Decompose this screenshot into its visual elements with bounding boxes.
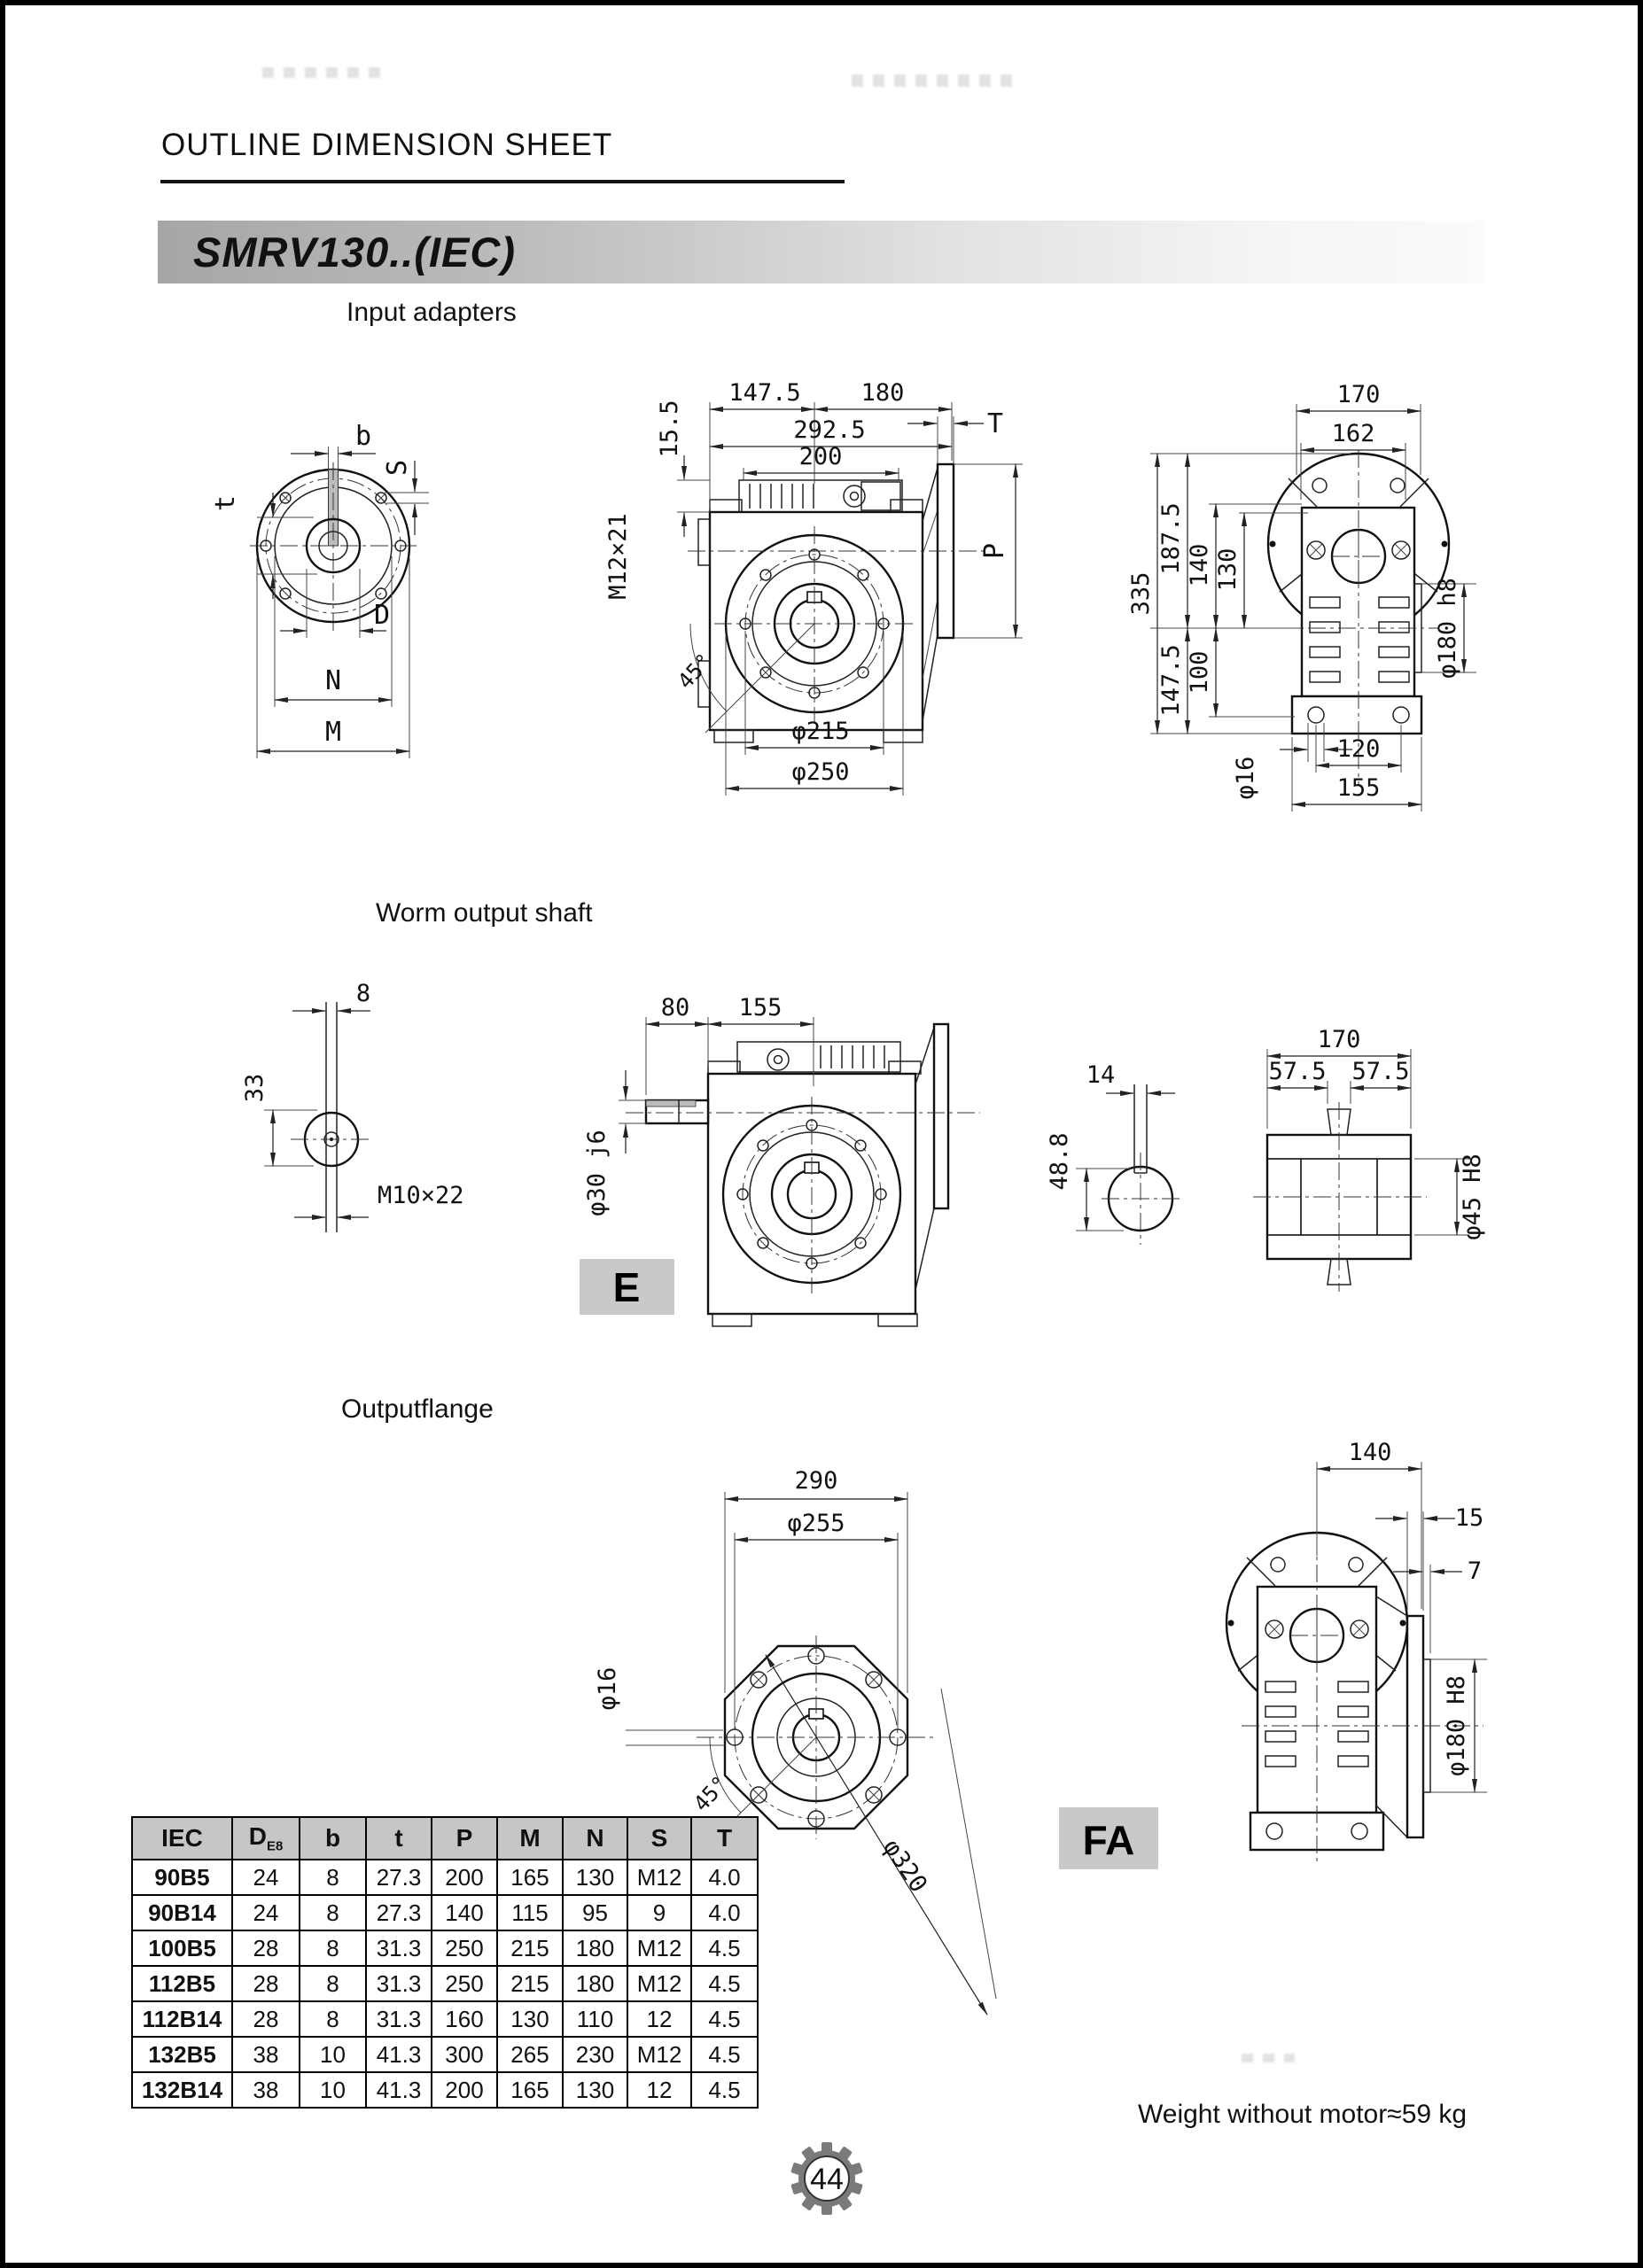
dim-57-5-right: 57.5 bbox=[1351, 1058, 1410, 1085]
table-cell: 200 bbox=[432, 1860, 497, 1895]
table-cell: 8 bbox=[300, 1966, 366, 2001]
table-cell: 41.3 bbox=[366, 2037, 432, 2072]
input-adapters-drawing bbox=[5, 369, 1643, 891]
table-cell: 8 bbox=[300, 1930, 366, 1966]
dim-180: 180 bbox=[860, 379, 905, 407]
dim-14: 14 bbox=[1086, 1061, 1116, 1089]
table-cell: 28 bbox=[232, 1930, 300, 1966]
table-cell: 4.5 bbox=[691, 1966, 758, 2001]
table-cell: 300 bbox=[432, 2037, 497, 2072]
table-cell: 250 bbox=[432, 1966, 497, 2001]
table-row bbox=[132, 2072, 758, 2108]
dim-d: D bbox=[374, 600, 391, 631]
table-row bbox=[132, 2037, 758, 2072]
dim-200: 200 bbox=[798, 443, 843, 470]
dim-120: 120 bbox=[1336, 735, 1381, 763]
dim-angle-45: 45° bbox=[673, 649, 717, 695]
dim-phi180H8-fa: φ180 H8 bbox=[1443, 1675, 1470, 1776]
output-flange-side-view bbox=[1059, 1439, 1487, 1869]
iec-dimension-table bbox=[131, 1816, 759, 2109]
table-cell: 27.3 bbox=[366, 1895, 432, 1930]
table-cell: 8 bbox=[300, 1860, 366, 1895]
dim-t-plate: T bbox=[987, 408, 1004, 439]
table-cell: 24 bbox=[232, 1895, 300, 1930]
table-cell: 28 bbox=[232, 1966, 300, 2001]
dim-170-bell: 170 bbox=[1336, 381, 1381, 408]
table-cell: 31.3 bbox=[366, 2001, 432, 2037]
dim-155-worm: 155 bbox=[738, 994, 783, 1021]
col-header-t2: T bbox=[691, 1817, 758, 1860]
dim-thread-m12x21: M12×21 bbox=[604, 513, 632, 600]
table-cell: 31.3 bbox=[366, 1930, 432, 1966]
dim-140: 140 bbox=[1186, 543, 1213, 587]
dim-57-5-left: 57.5 bbox=[1268, 1058, 1327, 1085]
weight-value: 59 kg bbox=[1401, 2100, 1468, 2129]
dim-147-5-side: 147.5 bbox=[1157, 644, 1185, 717]
dim-phi180h8: φ180 h8 bbox=[1434, 578, 1461, 679]
table-cell: 38 bbox=[232, 2037, 300, 2072]
table-cell: 230 bbox=[563, 2037, 627, 2072]
table-cell: 4.0 bbox=[691, 1860, 758, 1895]
scan-artifact bbox=[262, 67, 386, 78]
dim-7: 7 bbox=[1467, 1557, 1483, 1585]
section-title-input-adapters: Input adapters bbox=[347, 298, 517, 327]
col-header-t: t bbox=[366, 1817, 432, 1860]
col-header-s: S bbox=[627, 1817, 691, 1860]
shaft-end-view bbox=[241, 980, 464, 1232]
table-cell: M12 bbox=[627, 2037, 691, 2072]
col-header-p: P bbox=[432, 1817, 497, 1860]
row-label-iec: 132B5 bbox=[132, 2037, 232, 2072]
dim-phi45h8: φ45 H8 bbox=[1459, 1153, 1486, 1240]
table-cell: 28 bbox=[232, 2001, 300, 2037]
dim-m: M bbox=[324, 717, 342, 748]
row-label-iec: 90B14 bbox=[132, 1895, 232, 1930]
table-cell: 115 bbox=[497, 1895, 563, 1930]
table-cell: 200 bbox=[432, 2072, 497, 2108]
dim-15: 15 bbox=[1454, 1504, 1484, 1532]
col-header-d-label: D bbox=[248, 1822, 267, 1851]
table-cell: 160 bbox=[432, 2001, 497, 2037]
dim-292-5: 292.5 bbox=[793, 416, 866, 444]
dim-phi250: φ250 bbox=[791, 758, 850, 786]
dim-80: 80 bbox=[660, 994, 690, 1021]
weight-approx: ≈ bbox=[1387, 2100, 1402, 2129]
table-cell: 4.5 bbox=[691, 2001, 758, 2037]
section-title-outputflange: Outputflange bbox=[341, 1394, 494, 1424]
hollow-bore-end-view bbox=[1046, 1061, 1180, 1245]
col-header-m: M bbox=[497, 1817, 563, 1860]
dim-b: b bbox=[354, 421, 372, 452]
table-cell: 38 bbox=[232, 2072, 300, 2108]
dim-155: 155 bbox=[1336, 774, 1381, 802]
dim-15-5: 15.5 bbox=[656, 400, 683, 458]
model-title: SMRV130..(IEC) bbox=[193, 229, 516, 276]
table-cell: 4.5 bbox=[691, 2037, 758, 2072]
table-cell: 4.5 bbox=[691, 1930, 758, 1966]
weight-note bbox=[1138, 2100, 1467, 2130]
table-row bbox=[132, 1966, 758, 2001]
table-cell: 41.3 bbox=[366, 2072, 432, 2108]
col-header-d bbox=[232, 1817, 300, 1860]
table-cell: 4.0 bbox=[691, 1895, 758, 1930]
gearbox-worm-shaft-view bbox=[580, 994, 980, 1326]
table-cell: 24 bbox=[232, 1860, 300, 1895]
table-cell: 95 bbox=[563, 1895, 627, 1930]
scan-artifact bbox=[852, 74, 1016, 87]
table-cell: 4.5 bbox=[691, 2072, 758, 2108]
dim-phi255: φ255 bbox=[787, 1510, 845, 1537]
table-cell: 265 bbox=[497, 2037, 563, 2072]
table-cell: 27.3 bbox=[366, 1860, 432, 1895]
table-cell: 180 bbox=[563, 1930, 627, 1966]
dim-187-5: 187.5 bbox=[1157, 502, 1185, 575]
table-cell: 110 bbox=[563, 2001, 627, 2037]
row-label-iec: 112B5 bbox=[132, 1966, 232, 2001]
worm-output-shaft-drawing bbox=[5, 936, 1643, 1379]
output-sleeve-section-view bbox=[1253, 1026, 1486, 1292]
dim-p-flange: P bbox=[979, 542, 1010, 560]
row-label-iec: 100B5 bbox=[132, 1930, 232, 1966]
table-row bbox=[132, 1895, 758, 1930]
table-row bbox=[132, 2001, 758, 2037]
variant-label-fa: FA bbox=[1082, 1817, 1135, 1863]
table-cell: 130 bbox=[563, 2072, 627, 2108]
dim-t: t bbox=[210, 494, 241, 512]
table-cell: M12 bbox=[627, 1930, 691, 1966]
table-cell: M12 bbox=[627, 1966, 691, 2001]
row-label-iec: 132B14 bbox=[132, 2072, 232, 2108]
table-cell: 12 bbox=[627, 2001, 691, 2037]
table-cell: 130 bbox=[563, 1860, 627, 1895]
dim-147-5: 147.5 bbox=[728, 379, 801, 407]
dim-phi30j6: φ30 j6 bbox=[583, 1130, 611, 1216]
gearbox-side-view bbox=[1127, 381, 1476, 812]
weight-prefix: Weight without motor bbox=[1138, 2100, 1388, 2129]
row-label-iec: 112B14 bbox=[132, 2001, 232, 2037]
table-header-row bbox=[132, 1817, 758, 1860]
dim-phi16-foot: φ16 bbox=[1232, 756, 1259, 800]
gearbox-front-view bbox=[604, 379, 1023, 796]
table-cell: 8 bbox=[300, 1895, 366, 1930]
table-cell: 140 bbox=[432, 1895, 497, 1930]
table-cell: 10 bbox=[300, 2072, 366, 2108]
col-header-n: N bbox=[563, 1817, 627, 1860]
dim-angle-45-flange: 45° bbox=[689, 1771, 733, 1817]
table-row bbox=[132, 1930, 758, 1966]
dim-n: N bbox=[324, 665, 342, 696]
col-header-b: b bbox=[300, 1817, 366, 1860]
table-cell: 9 bbox=[627, 1895, 691, 1930]
table-cell: 165 bbox=[497, 1860, 563, 1895]
table-cell: 215 bbox=[497, 1966, 563, 2001]
table-cell: 215 bbox=[497, 1930, 563, 1966]
dim-33: 33 bbox=[241, 1073, 269, 1103]
dim-phi320: φ320 bbox=[877, 1834, 933, 1898]
page-number-gear bbox=[789, 2140, 865, 2217]
table-cell: M12 bbox=[627, 1860, 691, 1895]
dim-162: 162 bbox=[1331, 420, 1375, 447]
page-number: 44 bbox=[810, 2163, 844, 2196]
col-header-d-sub: E8 bbox=[266, 1838, 284, 1854]
dim-48-8: 48.8 bbox=[1046, 1132, 1073, 1191]
dim-s: S bbox=[382, 459, 413, 477]
dim-290: 290 bbox=[794, 1467, 838, 1495]
table-cell: 165 bbox=[497, 2072, 563, 2108]
table-cell: 8 bbox=[300, 2001, 366, 2037]
dim-phi215: φ215 bbox=[791, 718, 850, 745]
table-cell: 31.3 bbox=[366, 1966, 432, 2001]
table-row bbox=[132, 1860, 758, 1895]
variant-label-e: E bbox=[612, 1264, 641, 1310]
table-cell: 250 bbox=[432, 1930, 497, 1966]
dim-140-fa: 140 bbox=[1348, 1439, 1392, 1466]
dim-m10x22: M10×22 bbox=[378, 1182, 464, 1209]
dim-170-sleeve: 170 bbox=[1317, 1026, 1361, 1053]
section-title-worm-output-shaft: Worm output shaft bbox=[376, 898, 593, 928]
table-cell: 180 bbox=[563, 1966, 627, 2001]
header-rule bbox=[160, 180, 845, 183]
table-cell: 130 bbox=[497, 2001, 563, 2037]
dim-key8: 8 bbox=[355, 980, 371, 1007]
col-header-iec: IEC bbox=[132, 1817, 232, 1860]
motor-flange-end-view bbox=[210, 421, 429, 758]
dim-phi16-flange: φ16 bbox=[594, 1666, 621, 1711]
page-title: OUTLINE DIMENSION SHEET bbox=[161, 128, 613, 162]
dim-130: 130 bbox=[1214, 548, 1242, 592]
table-cell: 12 bbox=[627, 2072, 691, 2108]
dim-100: 100 bbox=[1186, 650, 1213, 695]
dim-335: 335 bbox=[1127, 571, 1155, 616]
table-cell: 10 bbox=[300, 2037, 366, 2072]
row-label-iec: 90B5 bbox=[132, 1860, 232, 1895]
